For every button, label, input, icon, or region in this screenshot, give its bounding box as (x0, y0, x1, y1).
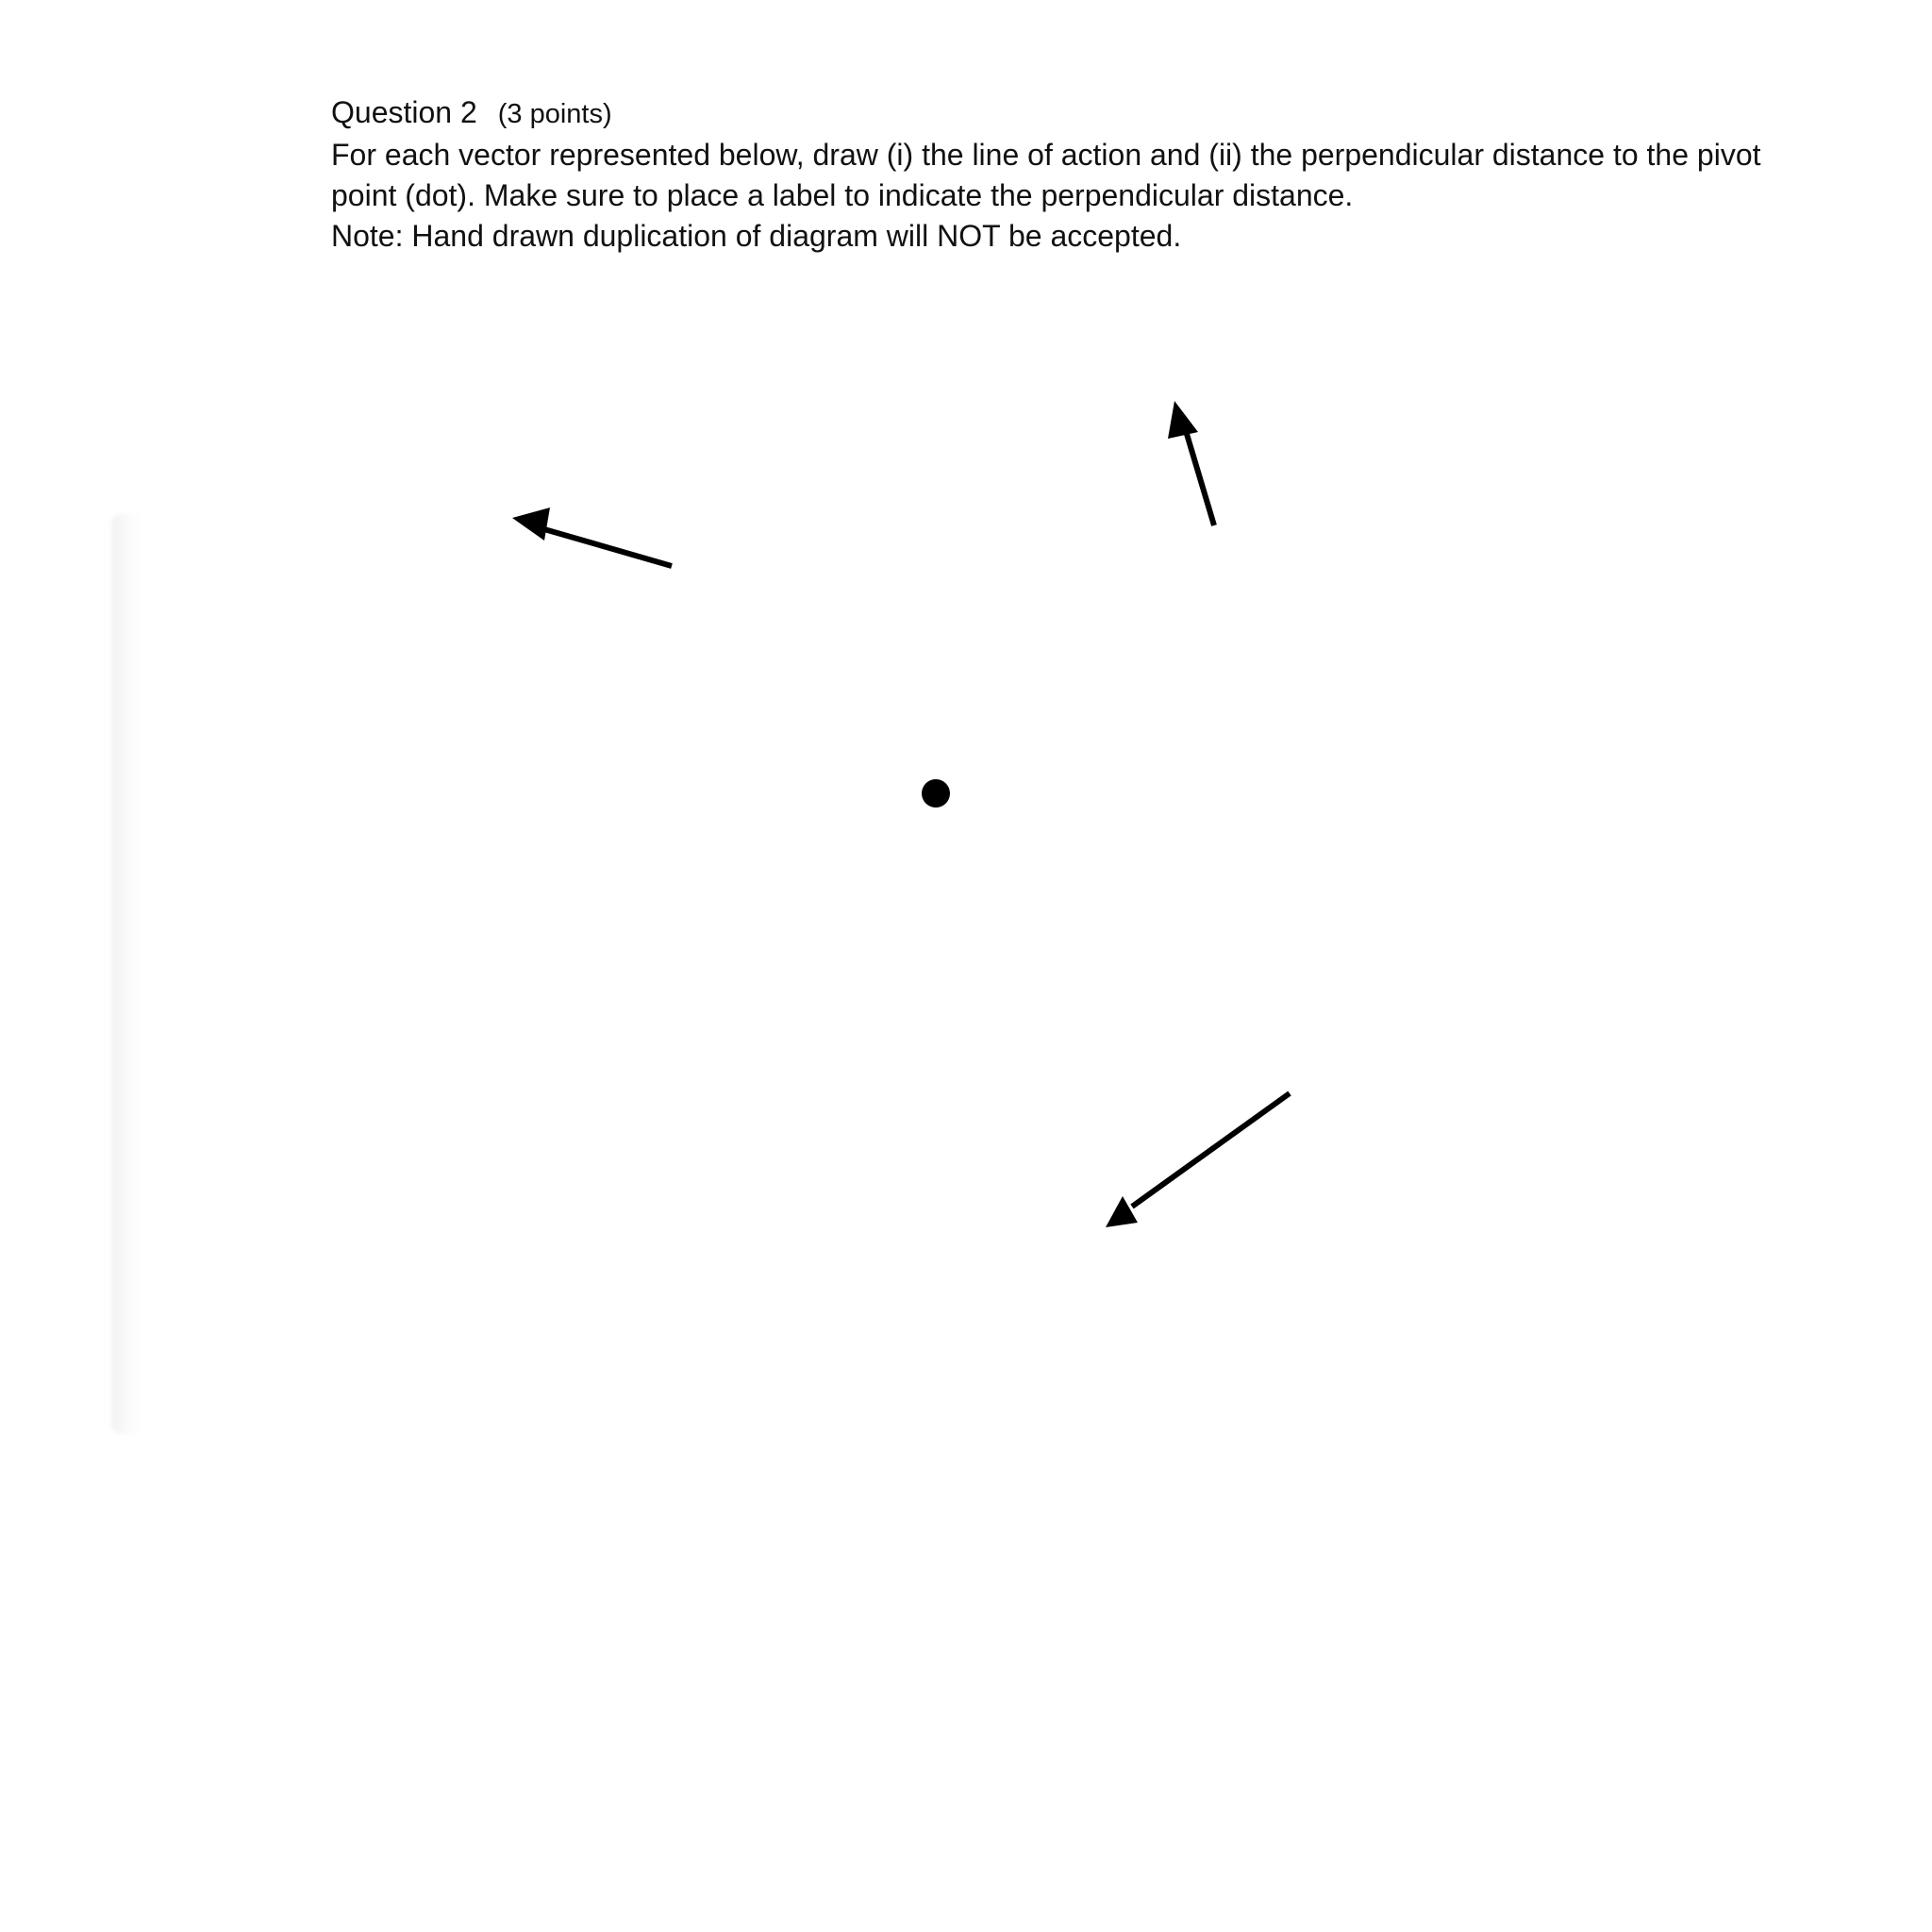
question-instructions: For each vector represented below, draw (i) the line of action and (ii) the perpendicular distance to the pivot point (dot). Make sure to place a label to indicate the perpendicular distance. (331, 138, 1761, 212)
vector-upper-left (512, 508, 672, 566)
arrowhead-icon (1106, 1196, 1138, 1227)
question-title: Question 2 (331, 95, 477, 129)
vector-upper-right (1168, 401, 1214, 525)
vector-upper-right-shaft (1184, 425, 1214, 525)
vector-lower-right-shaft (1132, 1093, 1290, 1207)
question-note: Note: Hand drawn duplication of diagram will NOT be accepted. (331, 219, 1182, 253)
arrowhead-icon (1168, 401, 1198, 439)
question-points: (3 points) (497, 99, 612, 129)
vector-lower-right (1106, 1093, 1290, 1227)
pivot-point-dot (922, 779, 950, 808)
arrowhead-icon (512, 508, 550, 541)
vector-upper-left-shaft (538, 527, 672, 566)
